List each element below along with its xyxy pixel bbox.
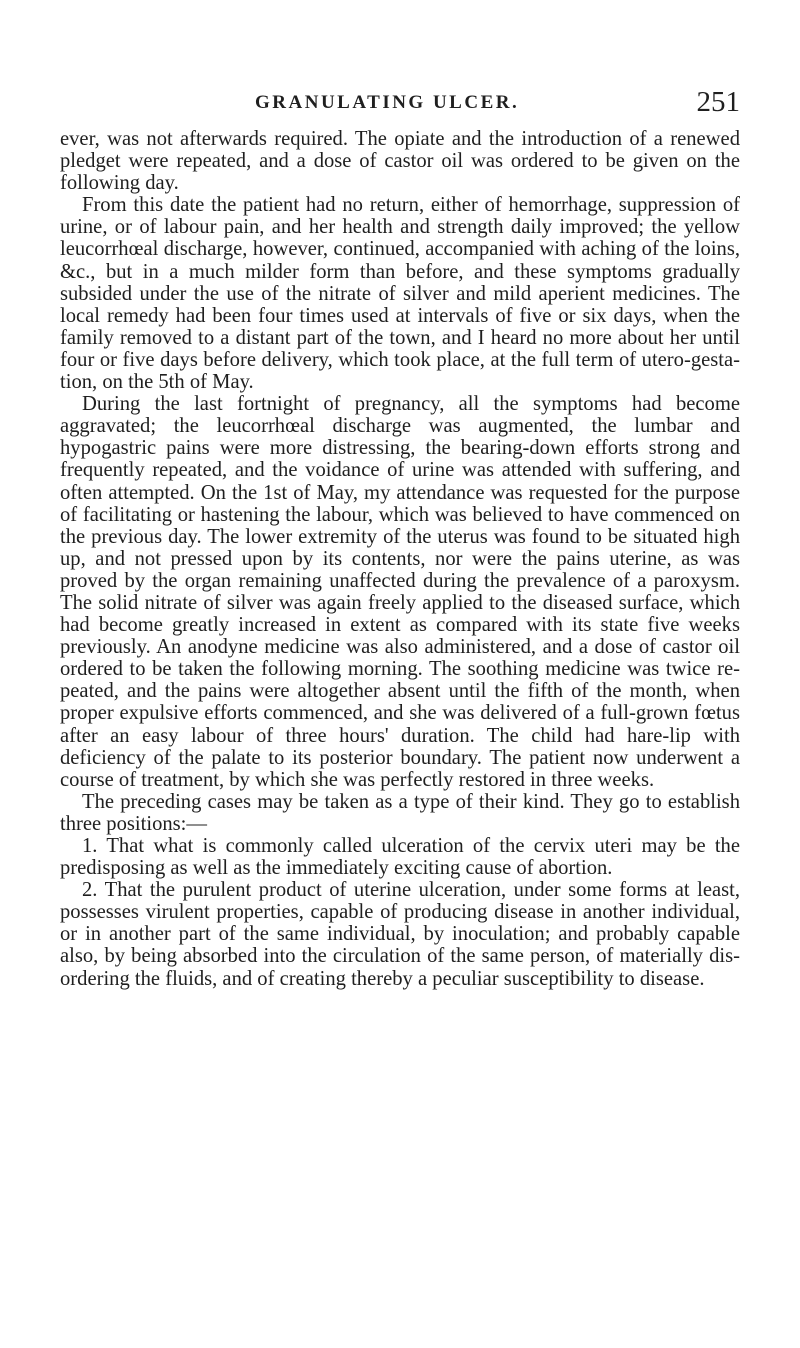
paragraph-continued: ever, was not afterwards required. The opiate and the introduction of a renewed pledget were repeated, and a dose of castor oil was ordered to be given on the following day.	[60, 128, 740, 195]
numbered-position-2: 2. That the purulent product of uterine ulceration, under some forms at least, possesses virulent properties, capable of producing disease in another individual, or in another part of the same individual, by inoculation; and probably capable also, by being absorbed into the circulation of the same person, of materially disordering the fluids, and of creating thereby a peculiar susceptibility to disease.	[60, 879, 740, 990]
paragraph: From this date the patient had no return, either of hemorrhage, suppression of urine, or of labour pain, and her health and strength daily improved; the yellow leucorrhœal discharge, however, continued, accompanied with aching of the loins, &c., but in a much milder form than before, and these symptoms gradually subsided under the use of the nitrate of silver and mild aperient medicines. The local remedy had been four times used at intervals of five or six days, when the family removed to a distant part of the town, and I heard no more about her until four or five days before delivery, which took place, at the full term of utero-gestation, on the 5th of May.	[60, 194, 740, 394]
paragraph: During the last fortnight of pregnancy, all the symptoms had become aggravated; the leucorrhœal discharge was augmented, the lumbar and hypogastric pains were more distressing, the bearing-down efforts strong and frequently repeated, and the voidance of urine was attended with suffering, and often attempted. On the 1st of May, my attendance was requested for the purpose of facilitating or hastening the labour, which was believed to have commenced on the previous day. The lower extremity of the uterus was found to be situated high up, and not pressed upon by its contents, nor were the pains uterine, as was proved by the organ remaining unaffected during the prevalence of a paroxysm. The solid nitrate of silver was again freely applied to the diseased surface, which had become greatly increased in extent as compared with its state five weeks previously. An anodyne medicine was also administered, and a dose of castor oil ordered to be taken the following morning. The soothing medicine was twice repeated, and the pains were altogether absent until the fifth of the month, when proper expulsive efforts commenced, and she was delivered of a full-grown fœtus after an easy labour of three hours' duration. The child had hare-lip with deficiency of the palate to its posterior boundary. The patient now underwent a course of treatment, by which she was perfectly restored in three weeks.	[60, 393, 740, 791]
numbered-position-1: 1. That what is commonly called ulceration of the cervix uteri may be the predisposing as well as the immediately exciting cause of abortion.	[60, 835, 740, 880]
page-number: 251	[696, 86, 740, 118]
paragraph: The preceding cases may be taken as a type of their kind. They go to establish three positions:—	[60, 790, 740, 835]
running-title: GRANULATING ULCER.	[255, 92, 520, 113]
body-text	[60, 128, 740, 990]
running-head	[60, 86, 740, 122]
